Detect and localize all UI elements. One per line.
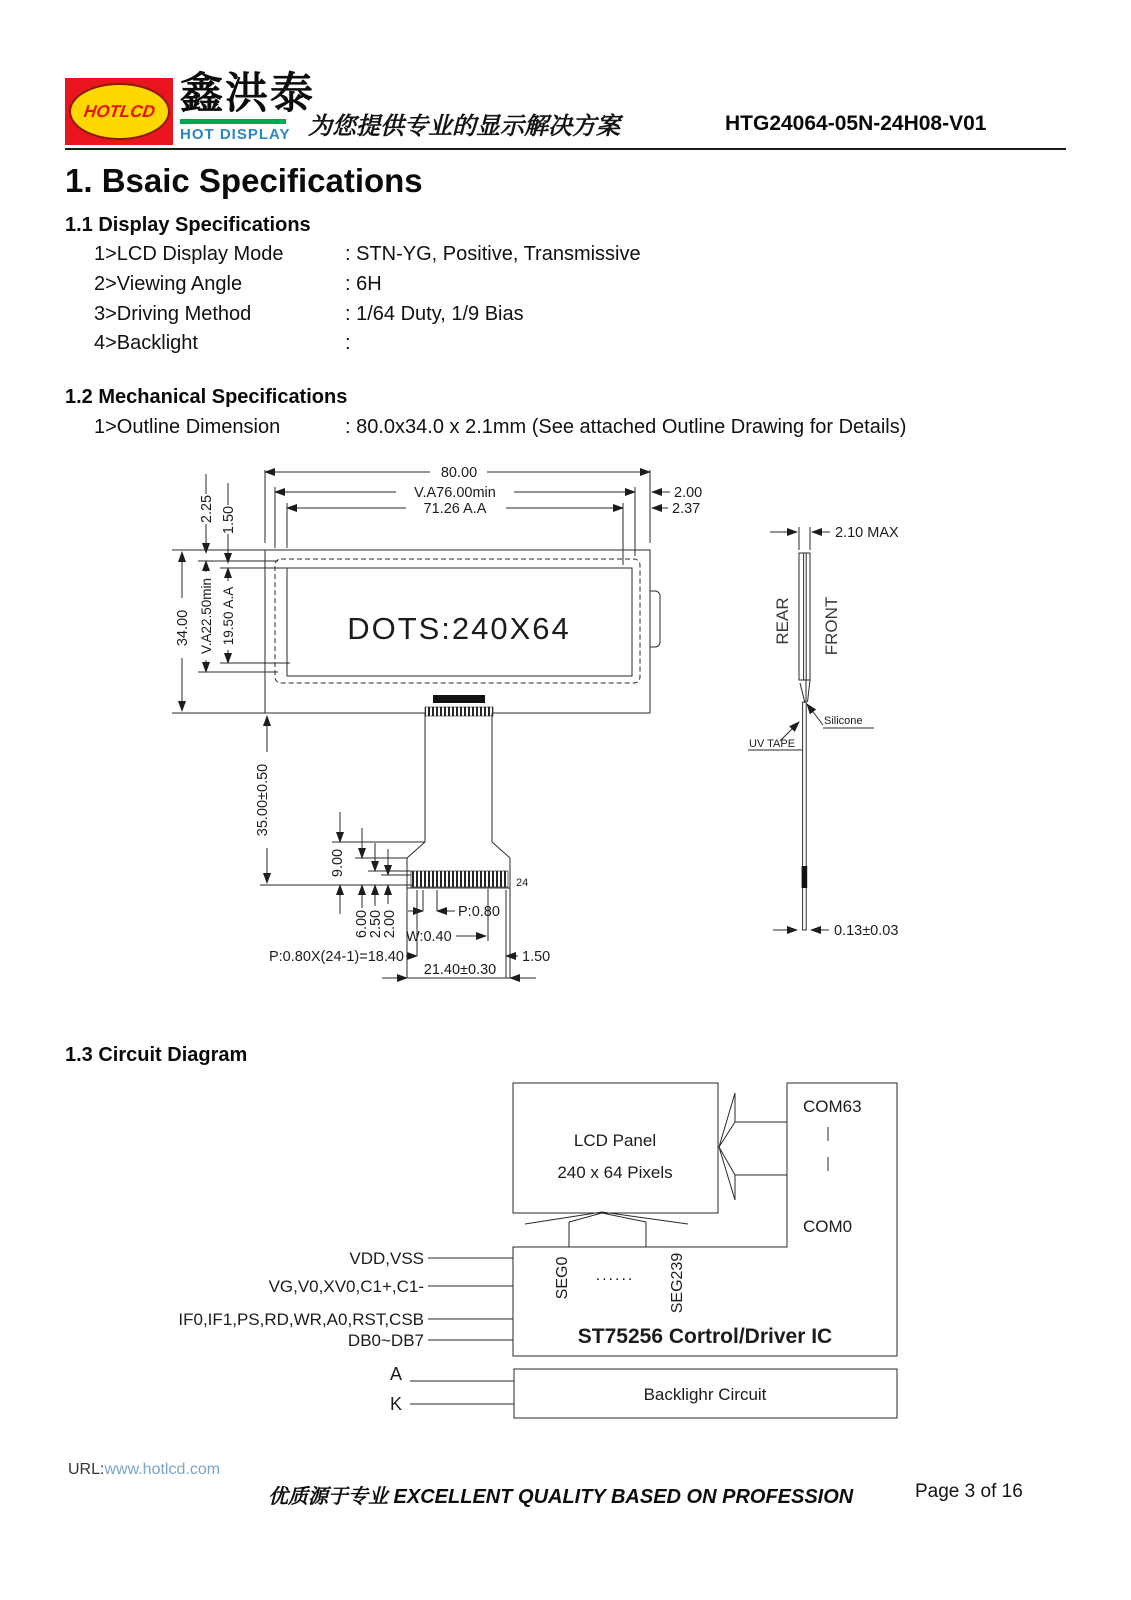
seg239-label: SEG239 bbox=[669, 1252, 686, 1314]
spec-row-label: 1>Outline Dimension bbox=[94, 416, 281, 438]
dots-label: DOTS:240X64 bbox=[347, 611, 571, 646]
uv-tape-label: UV TAPE bbox=[749, 738, 796, 750]
dim-aa-height: 19.50 A.A bbox=[221, 586, 236, 646]
side-view bbox=[748, 527, 874, 930]
company-slogan: 为您提供专业的显示解决方案 bbox=[308, 113, 620, 140]
circuit-diagram bbox=[0, 1070, 1131, 1430]
footer-page-number: Page 3 of 16 bbox=[915, 1481, 1023, 1502]
circuit-boxes bbox=[513, 1083, 897, 1418]
section-1-1-title: 1.1 Display Specifications bbox=[65, 214, 311, 236]
backlight-pin-k: K bbox=[389, 1394, 403, 1414]
company-name-cn: 鑫洪泰 bbox=[180, 70, 315, 118]
spec-row-label: 2>Viewing Angle bbox=[94, 273, 243, 295]
dim-height: 34.00 bbox=[175, 609, 191, 647]
logo-badge-text: HOTLCD bbox=[82, 101, 156, 121]
logo-ellipse bbox=[69, 83, 170, 140]
dim-tail-6: 6.00 bbox=[354, 909, 370, 939]
outline-drawing bbox=[0, 450, 1131, 1010]
input-label-if: IF0,IF1,PS,RD,WR,A0,RST,CSB bbox=[178, 1310, 424, 1329]
logo-green-bar bbox=[180, 119, 286, 124]
header-rule bbox=[65, 148, 1066, 150]
spec-row-value: : 1/64 Duty, 1/9 Bias bbox=[345, 303, 524, 325]
backlight-pin-a: A bbox=[389, 1364, 403, 1384]
lcd-panel-line2: 240 x 64 Pixels bbox=[557, 1163, 673, 1182]
dim-width: 80.00 bbox=[440, 465, 478, 481]
company-name-en: HOT DISPLAY bbox=[180, 126, 291, 143]
url-link[interactable]: www.hotlcd.com bbox=[104, 1461, 221, 1478]
input-wires bbox=[410, 1258, 514, 1404]
part-number: HTG24064-05N-24H08-V01 bbox=[725, 112, 987, 135]
com0-label: COM0 bbox=[803, 1217, 853, 1236]
spec-row-value: : bbox=[345, 332, 351, 354]
section-1-2-title: 1.2 Mechanical Specifications bbox=[65, 386, 348, 408]
dim-va-width: V.A76.00min bbox=[414, 485, 496, 501]
spec-row-label: 4>Backlight bbox=[94, 332, 198, 354]
dim-pitch: P:0.80 bbox=[458, 904, 500, 920]
com63-label: COM63 bbox=[803, 1097, 862, 1116]
dim-right-1: 2.00 bbox=[674, 485, 703, 501]
com-arrow bbox=[719, 1093, 787, 1200]
dim-aa-width: 71.26 A.A bbox=[423, 501, 487, 517]
dim-tail-9: 9.00 bbox=[330, 848, 346, 878]
url-label: URL: bbox=[68, 1461, 105, 1478]
dim-pitch-total: P:0.80X(24-1)=18.40 bbox=[268, 949, 404, 965]
dim-right-2: 2.37 bbox=[672, 501, 701, 517]
section-1-title: 1. Bsaic Specifications bbox=[65, 162, 423, 199]
rear-label: REAR bbox=[773, 597, 792, 645]
spec-row-value: : 80.0x34.0 x 2.1mm (See attached Outline Drawing for Details) bbox=[345, 416, 907, 438]
tail-dimensions bbox=[260, 716, 536, 978]
front-label: FRONT bbox=[822, 596, 841, 656]
input-label-vdd: VDD,VSS bbox=[349, 1249, 424, 1268]
dim-end: 1.50 bbox=[522, 949, 551, 965]
spec-row-value: : STN-YG, Positive, Transmissive bbox=[345, 243, 641, 265]
dim-pin-width: W:0.40 bbox=[406, 929, 452, 945]
logo bbox=[65, 78, 173, 145]
spec-row-value: : 6H bbox=[345, 273, 382, 295]
spec-row-label: 3>Driving Method bbox=[94, 303, 252, 325]
seg0-label: SEG0 bbox=[554, 1256, 571, 1300]
seg-arrow bbox=[525, 1212, 688, 1247]
pin-count-label: 24 bbox=[516, 877, 529, 889]
input-label-db: DB0~DB7 bbox=[347, 1331, 424, 1350]
lcd-panel-line1: LCD Panel bbox=[573, 1131, 657, 1150]
dim-connector-width: 21.40±0.30 bbox=[423, 962, 497, 978]
dim-fpc-thickness: 0.13±0.03 bbox=[834, 923, 899, 939]
spec-row-label: 1>LCD Display Mode bbox=[94, 243, 284, 265]
backlight-label: Backlighr Circuit bbox=[643, 1385, 767, 1404]
input-label-vg: VG,V0,XV0,C1+,C1- bbox=[268, 1277, 424, 1296]
dim-tail-25: 2.50 bbox=[368, 909, 384, 939]
dim-thickness: 2.10 MAX bbox=[835, 525, 899, 541]
section-1-3-title: 1.3 Circuit Diagram bbox=[65, 1044, 248, 1066]
driver-ic-label: ST75256 Cortrol/Driver IC bbox=[577, 1325, 833, 1348]
silicone-label: Silicone bbox=[824, 715, 863, 727]
dim-left-2: 1.50 bbox=[221, 505, 237, 535]
dim-va-height: V.A22.50min bbox=[199, 577, 214, 655]
dim-tail-length: 35.00±0.50 bbox=[255, 763, 271, 837]
dim-tail-2: 2.00 bbox=[382, 909, 398, 939]
footer-quality-line: 优质源于专业 EXCELLENT QUALITY BASED ON PROFESSION bbox=[268, 1486, 854, 1508]
front-view-body bbox=[265, 550, 660, 888]
dim-left-1: 2.25 bbox=[199, 494, 215, 524]
footer-url-line bbox=[68, 1461, 220, 1479]
seg-dots: ...... bbox=[595, 1267, 635, 1284]
